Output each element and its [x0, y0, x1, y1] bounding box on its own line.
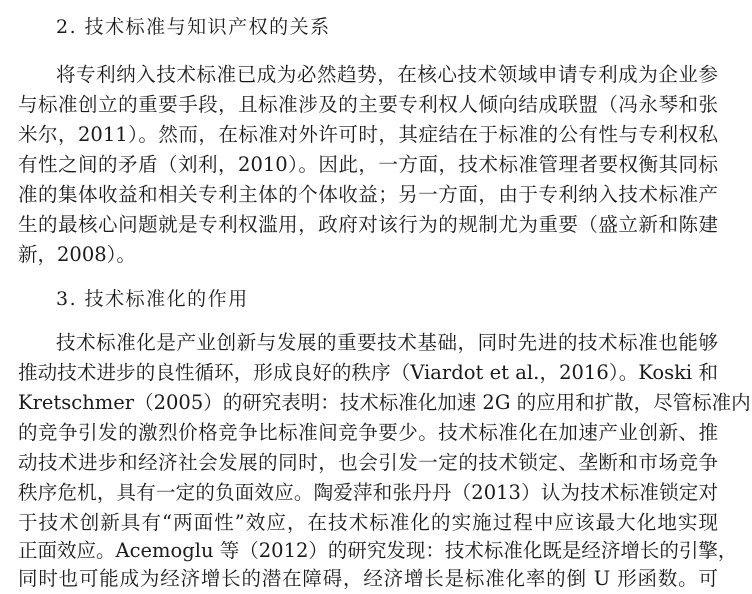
section-3-line-3: Kretschmer（2005）的研究表明：技术标准化加速 2G 的应用和扩散，尽管标准内: [18, 391, 751, 414]
section-2-line-5: 准的集体收益和相关专利主体的个体收益；另一方面，由于专利纳入技术标准产: [18, 183, 718, 206]
section-3-line-4: 的竞争引发的激烈价格竞争比标准间竞争要少。技术标准化在加速产业创新、推: [18, 421, 718, 444]
section-3-line-5: 动技术进步和经济社会发展的同时，也会引发一定的技术锁定、垄断和市场竞争: [18, 451, 718, 474]
section-2-line-6: 生的最核心问题就是专利权滥用，政府对该行为的规制尤为重要（盛立新和陈建: [18, 213, 718, 236]
section-3-line-1: 技术标准化是产业创新与发展的重要技术基础，同时先进的技术标准也能够: [56, 331, 718, 354]
section-2-line-7: 新，2008）。: [18, 243, 136, 266]
section-2-line-4: 有性之间的矛盾（刘利，2010）。因此，一方面，技术标准管理者要权衡其同标: [18, 153, 718, 176]
section-3-line-9: 同时也可能成为经济增长的潜在障碍，经济增长是标准化率的倒 U 形函数。可: [18, 567, 718, 590]
section-3-line-2: 推动技术进步的良性循环，形成良好的秩序（Viardot et al.，2016）。Koski 和: [18, 361, 718, 384]
section-2-line-3: 米尔，2011）。然而，在标准对外许可时，其症结在于标准的公有性与专利权私: [18, 123, 718, 146]
section-2-line-1: 将专利纳入技术标准已成为必然趋势，在核心技术领域申请专利成为企业参: [56, 63, 718, 86]
section-3-heading: 3. 技术标准化的作用: [56, 288, 249, 310]
section-2-heading: 2. 技术标准与知识产权的关系: [56, 16, 331, 38]
section-3-line-8: 正面效应。Acemoglu 等（2012）的研究发现：技术标准化既是经济增长的引擎，: [18, 539, 738, 562]
section-2-line-2: 与标准创立的重要手段，且标准涉及的主要专利权人倾向结成联盟（冯永琴和张: [18, 93, 718, 116]
section-3-line-6: 秩序危机，具有一定的负面效应。陶爱萍和张丹丹（2013）认为技术标准锁定对: [18, 481, 718, 504]
section-3-line-7: 于技术创新具有“两面性”效应，在技术标准化的实施过程中应该最大化地实现: [18, 511, 718, 534]
